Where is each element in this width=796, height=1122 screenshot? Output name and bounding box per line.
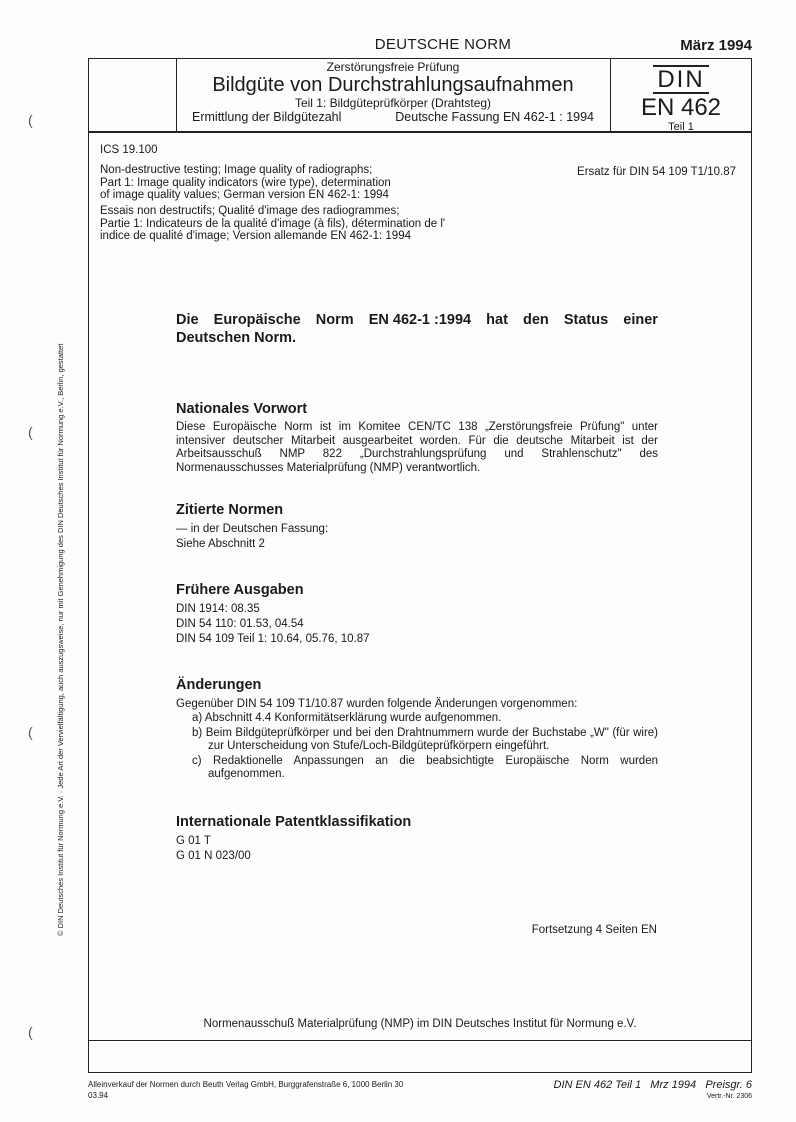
subtitle-top: Zerstörungsfreie Prüfung (326, 60, 460, 74)
section-zitiert (176, 501, 658, 552)
aenderung-item: c) Redaktionelle Anpassungen an die beabsichtigte Europäische Norm wurden aufgenommen. (192, 755, 658, 780)
section-vorwort (176, 400, 658, 475)
english-line: Part 1: Image quality indicators (wire type), determination (100, 176, 391, 189)
part-title: Teil 1: Bildgüteprüfkörper (Drahtsteg) (294, 96, 492, 110)
footer-code: 03.94 (88, 1091, 109, 1100)
ausgabe-line: DIN 54 109 Teil 1: 10.64, 05.76, 10.87 (176, 633, 370, 645)
status-word: Europäische (213, 312, 301, 328)
copyright-sidebar: © DIN Deutsches Institut für Normung e.V. · Jede Art der Vervielfältigung, auch auszugsweise, nur mit Genehmigung des DIN Deutsches Institut für Normung e.V., Berlin, gestattet (56, 343, 65, 936)
section-fruehere (176, 581, 658, 647)
status-line-2: Deutschen Norm. (176, 330, 297, 346)
din-logo: DIN (653, 65, 708, 94)
vertr-number: Vertr.-Nr. 2306 (706, 1093, 752, 1100)
patent-line: G 01 N 023/00 (176, 850, 251, 862)
footer-left (88, 1079, 403, 1101)
english-title (100, 164, 540, 202)
committee-line: Normenausschuß Materialprüfung (NMP) im DIN Deutsches Institut für Normung e.V. (203, 1018, 637, 1030)
title-row-left: Ermittlung der Bildgütezahl (192, 110, 342, 124)
aenderungen-intro: Gegenüber DIN 54 109 T1/10.87 wurden folgende Änderungen vorgenommen: (176, 698, 578, 710)
title-row-right: Deutsche Fassung EN 462-1 : 1994 (395, 110, 594, 124)
ics-code: ICS 19.100 (100, 144, 158, 156)
document-title: Bildgüte von Durchstrahlungsaufnahmen (212, 74, 574, 96)
section-heading: Änderungen (176, 677, 262, 693)
section-patent (176, 813, 658, 864)
footer-rule (88, 1040, 752, 1041)
footer-ref: DIN EN 462 Teil 1 Mrz 1994 Preisgr. 6 (553, 1079, 752, 1091)
french-line: Essais non destructifs; Qualité d'image des radiogrammes; (100, 205, 400, 217)
din-block (610, 60, 752, 133)
continuation-note: Fortsetzung 4 Seiten EN (531, 924, 657, 936)
margin-mark: ( (28, 1024, 33, 1040)
section-heading: Zitierte Normen (176, 502, 284, 518)
patent-line: G 01 T (176, 835, 211, 847)
section-aenderungen (176, 676, 658, 783)
margin-mark: ( (28, 724, 33, 740)
status-word: den (523, 312, 549, 328)
title-row (176, 110, 610, 125)
teil-label: Teil 1 (668, 121, 694, 133)
issue-date: März 1994 (680, 37, 752, 54)
norm-type-label: DEUTSCHE NORM (374, 36, 512, 53)
ausgabe-line: DIN 54 110: 01.53, 04.54 (176, 618, 304, 630)
french-line: Partie 1: Indicateurs de la qualité d'image (à fils), détermination de l' (100, 217, 446, 230)
aenderung-item: b) Beim Bildgüteprüfkörper und bei den Drahtnummern wurde der Buchstabe „W" (für wire) zur Unterscheidung von Stufe/Loch-Bildgüteprüfkörpern eingeführt. (192, 727, 658, 752)
status-word: einer (623, 312, 658, 328)
section-heading: Nationales Vorwort (176, 401, 308, 417)
status-statement (176, 311, 658, 347)
english-line: of image quality values; German version EN 462-1: 1994 (100, 189, 389, 201)
replaces-note: Ersatz für DIN 54 109 T1/10.87 (577, 166, 736, 178)
title-block (176, 60, 610, 125)
french-title (100, 205, 560, 243)
section-heading: Frühere Ausgaben (176, 582, 304, 598)
section-heading: Internationale Patentklassifikation (176, 814, 412, 830)
footer-sales-note: Alleinverkauf der Normen durch Beuth Verlag GmbH, Burggrafenstraße 6, 1000 Berlin 30 (88, 1080, 404, 1089)
aenderung-item: a) Abschnitt 4.4 Konformitätserklärung wurde aufgenommen. (192, 712, 502, 724)
english-line: Non-destructive testing; Image quality of radiographs; (100, 164, 373, 176)
status-word: Die (176, 312, 199, 328)
zitiert-line: — in der Deutschen Fassung: (176, 523, 329, 535)
margin-mark: ( (28, 424, 33, 440)
vorwort-text: Diese Europäische Norm ist im Komitee CEN/TC 138 „Zerstörungsfreie Prüfung" unter intensiver deutscher Mitarbeit ausgearbeitet worden. Für die deutsche Mitarbeit ist der Arbeitsausschuß NMP 822 „Durchstrahlungsprüfung und Strahlenschutz" des Normenausschusses Materialprüfung (NMP) verantwortlich. (176, 421, 658, 474)
status-word: Norm (315, 312, 354, 328)
status-word: EN 462-1 :1994 (368, 312, 472, 328)
french-line: indice de qualité d'image; Version allemande EN 462-1: 1994 (100, 230, 411, 242)
status-word: Status (563, 312, 609, 328)
zitiert-line: Siehe Abschnitt 2 (176, 538, 265, 550)
en-number: EN 462 (640, 94, 722, 121)
ausgabe-line: DIN 1914: 08.35 (176, 603, 260, 615)
status-word: hat (486, 312, 508, 328)
margin-mark: ( (28, 112, 33, 128)
